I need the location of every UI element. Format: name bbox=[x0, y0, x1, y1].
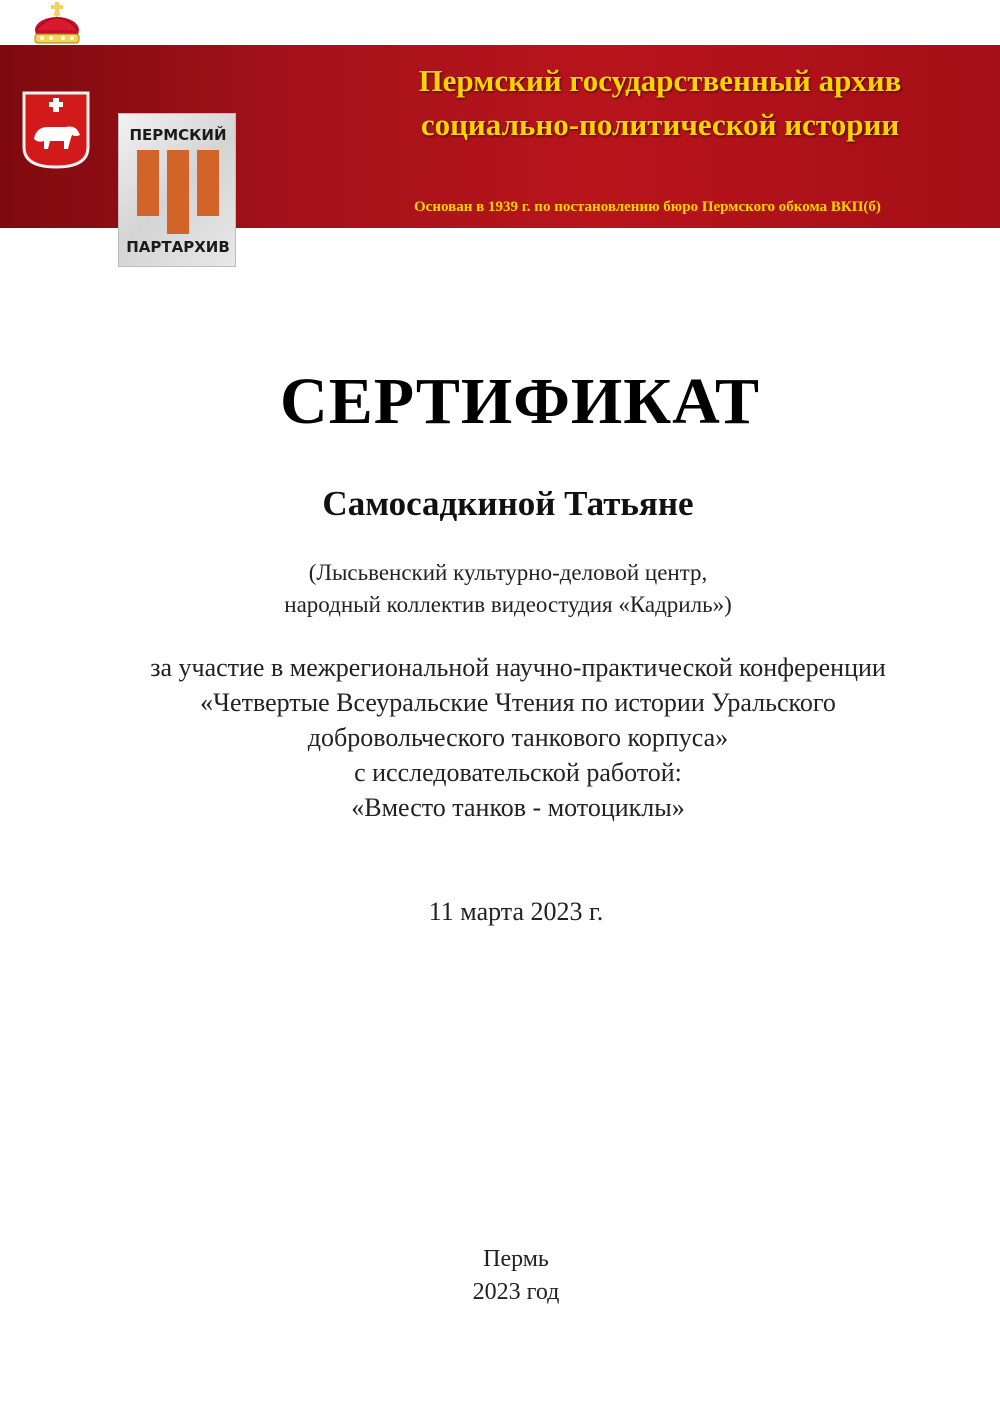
archive-name-line1: Пермский государственный архив bbox=[418, 63, 902, 98]
affiliation-line1: (Лысьвенский культурно-деловой центр, bbox=[308, 560, 708, 585]
logo-bottom-text: ПАРТАРХИВ bbox=[126, 238, 230, 256]
city: Пермь bbox=[483, 1246, 549, 1272]
coat-of-arms-icon bbox=[22, 91, 90, 169]
affiliation-line2: народный коллектив видеостудия «Кадриль») bbox=[284, 592, 732, 617]
certificate-title: СЕРТИФИКАТ bbox=[280, 365, 760, 438]
award-text-line: добровольческого танкового корпуса» bbox=[307, 723, 729, 752]
logo-bars-icon bbox=[133, 150, 223, 234]
year: 2023 год bbox=[472, 1279, 560, 1305]
award-text bbox=[0, 650, 1000, 825]
logo-top-text: ПЕРМСКИЙ bbox=[129, 126, 227, 144]
award-text-line: за участие в межрегиональной научно-практической конференции bbox=[150, 653, 886, 682]
archive-logo bbox=[118, 113, 236, 267]
recipient-affiliation bbox=[0, 557, 1000, 621]
award-text-line: «Четвертые Всеуральские Чтения по истории Уральского bbox=[200, 688, 836, 717]
archive-name-line2: социально-политической истории bbox=[420, 107, 900, 142]
award-text-line: с исследовательской работой: bbox=[354, 758, 682, 787]
archive-founding-note: Основан в 1939 г. по постановлению бюро Пермского обкома ВКП(б) bbox=[414, 199, 881, 215]
certificate-date: 11 марта 2023 г. bbox=[428, 897, 604, 926]
award-text-line: «Вместо танков - мотоциклы» bbox=[351, 793, 685, 822]
place-and-year bbox=[0, 1243, 1000, 1309]
crown-icon bbox=[30, 0, 84, 48]
archive-name bbox=[300, 59, 1000, 147]
recipient-name: Самосадкиной Татьяне bbox=[322, 484, 694, 523]
header-banner bbox=[0, 45, 1000, 256]
